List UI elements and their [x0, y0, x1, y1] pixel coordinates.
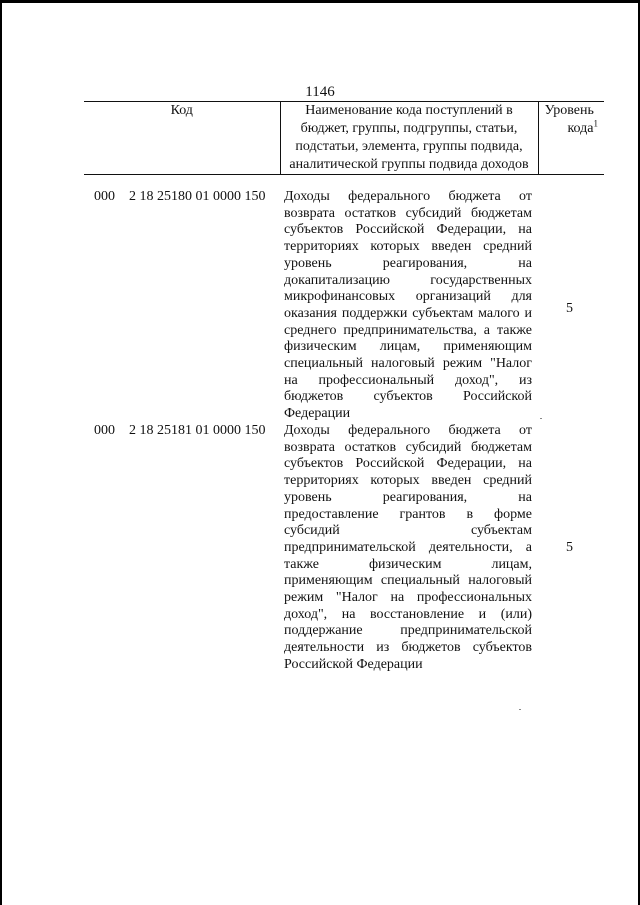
- row-description: [284, 189, 532, 423]
- description-line: Федерации: [284, 406, 351, 422]
- description-line: среднего предпринимательства, а также: [284, 322, 532, 338]
- description-line: режим "Налог на профессиональных: [284, 590, 532, 606]
- header-code-label: Код: [170, 103, 193, 118]
- description-line: бюджетов субъектов Российской: [284, 389, 532, 405]
- description-line: докапитализацию государственных: [284, 272, 532, 288]
- description-line: субъектов Российской Федерации, на: [284, 222, 532, 238]
- description-line: специальный налоговый режим "Налог: [284, 356, 532, 372]
- header-name-line: Наименование кода поступлений в: [305, 103, 513, 118]
- description-line: возврата остатков субсидий бюджетам: [284, 439, 532, 455]
- description-line: предпринимательской деятельности, а: [284, 539, 532, 555]
- description-line: Доходы федерального бюджета от: [284, 423, 532, 438]
- row-income-code: 2 18 25180 01 0000 150: [129, 189, 266, 204]
- header-name-line: подстатьи, элемента, группы подвида,: [295, 139, 523, 154]
- header-name-cell: [280, 102, 538, 175]
- description-line: деятельности из бюджетов субъектов: [284, 640, 532, 656]
- description-line: территориях которых введен средний: [284, 239, 532, 255]
- header-level-cell: [538, 102, 604, 175]
- row-level: 5: [566, 540, 573, 555]
- description-line: уровень реагирования, на: [284, 489, 532, 505]
- page-number: 1146: [305, 84, 335, 100]
- header-name-line: бюджет, группы, подгруппы, статьи,: [300, 121, 518, 136]
- row-admin-code: 000: [94, 189, 115, 204]
- description-line: возврата остатков субсидий бюджетам: [284, 205, 532, 221]
- description-line: территориях которых введен средний: [284, 473, 532, 489]
- table-header: [84, 101, 604, 175]
- header-code-cell: [84, 102, 280, 175]
- header-name-line: аналитической группы подвида доходов: [289, 157, 529, 172]
- row-income-code: 2 18 25181 01 0000 150: [129, 423, 266, 438]
- description-line: применяющим специальный налоговый: [284, 573, 532, 589]
- description-line: субсидий субъектам: [284, 523, 532, 539]
- header-level-line1: Уровень: [544, 103, 594, 118]
- description-line: также физическим лицам,: [284, 556, 532, 572]
- row-admin-code: 000: [94, 423, 115, 438]
- scan-speck: [519, 709, 521, 710]
- scan-speck: [540, 418, 542, 419]
- description-line: субъектов Российской Федерации, на: [284, 456, 532, 472]
- description-line: оказания поддержки субъектам малого и: [284, 305, 532, 321]
- description-line: доход", на восстановление и (или): [284, 606, 532, 622]
- description-line: физическим лицам, применяющим: [284, 339, 532, 355]
- scan-edge-top: [0, 0, 640, 3]
- row-level: 5: [566, 301, 573, 316]
- description-line: предоставление грантов в форме: [284, 506, 532, 522]
- description-line: Российской Федерации: [284, 656, 423, 672]
- description-line: поддержание предпринимательской: [284, 623, 532, 639]
- header-level-line2: кода: [567, 121, 594, 136]
- row-description: [284, 423, 532, 674]
- header-level-footnote: 1: [593, 118, 598, 129]
- description-line: на профессиональный доход", из: [284, 372, 532, 388]
- description-line: микрофинансовых организаций для: [284, 289, 532, 305]
- description-line: Доходы федерального бюджета от: [284, 189, 532, 204]
- description-line: уровень реагирования, на: [284, 255, 532, 271]
- scan-edge-left: [0, 0, 2, 905]
